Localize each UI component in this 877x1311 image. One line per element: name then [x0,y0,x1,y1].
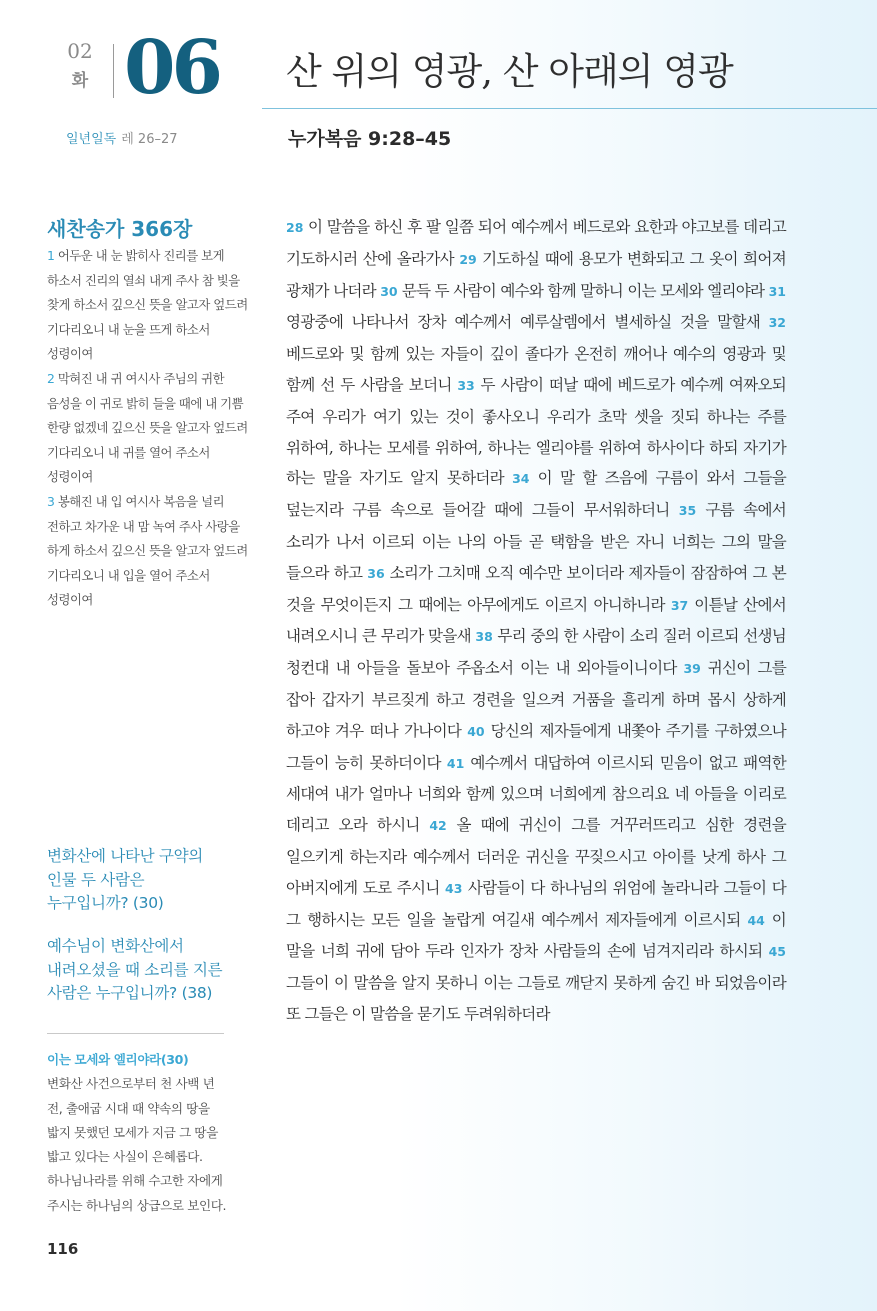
question-1: 변화산에 나타난 구약의 인물 두 사람은 누구입니까? (30) [47,847,203,912]
note-divider [47,1033,224,1034]
verse-text: 올 때에 귀신이 그를 거꾸러뜨리고 심한 경련을 일으키게 하는지라 예수께서 더러운 귀신을 꾸짖으시고 아이를 낫게 하사 그 아버지에게 도로 주시니 [286,816,786,897]
hymn-verse [47,244,257,367]
verse-number: 43 [445,880,463,896]
verse-number: 37 [670,597,689,613]
verse-text: 기도하실 때에 용모가 변화되고 그 옷이 희어져 광채가 나더라 [286,249,786,300]
verse-text: 무리 중의 한 사람이 소리 질러 이르되 선생님 청컨대 내 아들을 돌보아 주옵소서 이는 내 외아들이니이다 [286,627,787,678]
commentary-note [47,1048,227,1218]
hymn-verse [47,367,257,490]
month-block [60,38,100,98]
day-number: 06 [124,25,219,111]
verse-text: 그들이 이 말씀을 알지 못하니 이는 그들로 깨닫지 못하게 숨긴 바 되었음이라 또 그들은 이 말씀을 묻기도 두려워하더라 [286,974,786,1023]
hymn-verse-text: 봉해진 내 입 여시사 복음을 널리 전하고 차가운 내 맘 녹여 주사 사랑을 하게 하소서 깊으신 뜻을 알고자 엎드려 기다리오니 내 입을 열어 주소서 성령이여 [47,493,248,608]
hymn-verse [47,490,257,613]
verse-text: 영광중에 나타나서 장차 예수께서 예루살렘에서 별세하실 것을 말할새 [286,313,769,332]
verse-number: 32 [768,315,786,331]
reading-ref: 레 26–27 [121,132,178,147]
verse-text: 문득 두 사람이 예수와 함께 말하니 이는 모세와 엘리야라 [397,281,769,300]
note-highlight: 이는 모세와 엘리야라(30) [47,1052,189,1067]
verse-number: 36 [367,565,385,581]
verse-text: 소리가 그치매 오직 예수만 보이더라 제자들이 잠잠하여 그 본 것을 무엇이든지 그 때에는 아무에게도 이르지 아니하니라 [286,563,786,614]
hymn-verse-number: 2 [47,370,55,386]
verse-text: 이 말씀을 하신 후 팔 일쯤 되어 예수께서 베드로와 요한과 야고보를 데리고 기도하시러 산에 올라가사 [286,218,786,268]
verse-text: 이 말 할 즈음에 구름이 와서 그들을 덮는지라 구름 속으로 들어갈 때에 그들이 무서워하더니 [286,469,786,520]
hymn-verse-number: 3 [47,493,55,509]
page-title: 산 위의 영광, 산 아래의 영광 [286,50,733,93]
verse-text: 당신의 제자들에게 내쫓아 주기를 구하였으나 그들이 능히 못하더이다 [286,721,786,772]
verse-number: 30 [380,283,398,299]
verse-number: 29 [459,251,477,267]
reading-plan [66,128,178,147]
verse-number: 33 [457,377,475,393]
passage-reference: 누가복음 9:28–45 [288,128,452,150]
verse-text: 이튿날 산에서 내려오시니 큰 무리가 맞을새 [286,595,786,646]
note-text: 변화산 사건으로부터 천 사백 년 전, 출애굽 시대 때 약속의 땅을 밟지 못했던 모세가 지금 그 땅을 밟고 있다는 사실이 은혜롭다. 하나님나라를 위해 수고한 자에게 주시는 하나님의 상급으로 보인다. [47,1076,227,1213]
hymn-text [47,244,257,613]
month-number: 02 [67,39,93,63]
page-number: 116 [47,1240,79,1258]
verse-number: 35 [678,503,697,519]
verse-text: 귀신이 그를 잡아 갑자기 부르짖게 하고 경련을 일으켜 거품을 흘리게 하며 몹시 상하게 하고야 겨우 떠나 가나이다 [286,659,786,740]
verse-number: 45 [768,944,786,960]
verse-number: 42 [429,818,447,834]
hymn-verse-number: 1 [47,248,55,263]
verse-text: 구름 속에서 소리가 나서 이르되 이는 나의 아들 곧 택함을 받은 자니 너희는 그의 말을 들으라 하고 [286,501,786,582]
verse-number: 40 [467,723,485,739]
verse-text: 두 사람이 떠날 때에 베드로가 예수께 여짜오되 주여 우리가 여기 있는 것이 좋사오니 우리가 초막 셋을 짓되 하나는 주를 위하여, 하나는 모세를 위하여, 하나는 엘리야를 위하여 하사이다 하되 자기가 하는 말을 자기도 알지 못하더라 [286,375,786,488]
verse-text: 베드로와 및 함께 있는 자들이 깊이 졸다가 온전히 깨어나 예수의 영광과 및 함께 선 두 사람을 보더니 [286,345,786,394]
question-2: 예수님이 변화산에서 내려오셨을 때 소리를 지른 사람은 누구입니까? (38) [47,937,223,1002]
verse-number: 41 [446,755,465,771]
verse-text: 사람들이 다 하나님의 위엄에 놀라니라 그들이 다 그 행하시는 모든 일을 놀랍게 여길새 예수께서 제자들에게 이르시되 [286,878,786,929]
hymn-section [47,216,257,613]
reading-label: 일년일독 [66,132,117,147]
verse-number: 44 [747,912,765,928]
verse-number: 39 [683,661,701,677]
hymn-verse-text: 막혀진 내 귀 여시사 주님의 귀한 음성을 이 귀로 밝히 들을 때에 내 기쁨 한량 없겠네 깊으신 뜻을 알고자 엎드려 기다리오니 내 귀를 열어 주소서 성령이여 [47,370,248,485]
verse-text: 예수께서 대답하여 이르시되 믿음이 없고 패역한 세대여 내가 얼마나 너희와 함께 있으며 너희에게 참으리요 네 아들을 이리로 데리고 오라 하시니 [286,753,787,835]
month-unit: 화 [71,71,89,91]
title-rule [262,108,877,109]
date-divider [113,44,114,98]
hymn-title: 새찬송가 366장 [47,217,193,241]
scripture-text [286,212,786,1030]
verse-text: 이 말을 너희 귀에 담아 두라 인자가 장차 사람들의 손에 넘겨지리라 하시되 [286,910,786,961]
verse-number: 31 [768,283,786,299]
verse-number: 34 [512,471,530,487]
verse-number: 28 [286,220,304,235]
hymn-verse-text: 어두운 내 눈 밝히사 진리를 보게 하소서 진리의 열쇠 내게 주사 참 빛을 찾게 하소서 깊으신 뜻을 알고자 엎드려 기다리오니 내 눈을 뜨게 하소서 성령이여 [47,248,248,362]
verse-number: 38 [475,629,493,645]
